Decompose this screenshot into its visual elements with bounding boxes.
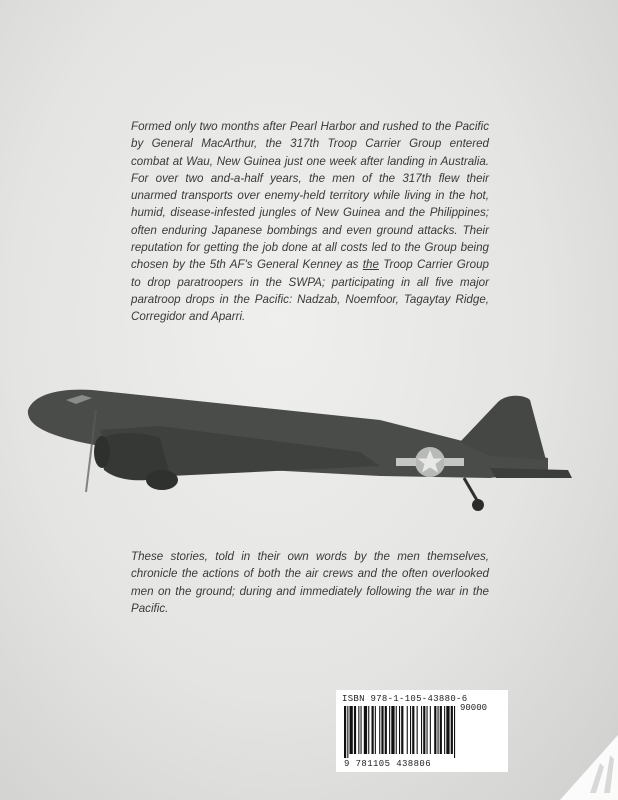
star-insignia-bar-left xyxy=(396,458,416,466)
barcode-bar xyxy=(372,706,374,754)
tail-wheel-strut xyxy=(464,478,478,502)
horizontal-stabilizer xyxy=(490,468,572,478)
barcode-bar xyxy=(354,706,356,754)
c47-aircraft-photo xyxy=(20,380,600,520)
barcode-bar xyxy=(350,706,353,754)
barcode-bar xyxy=(410,706,411,754)
intro-continuation: Troop Carrier Group to drop paratroopers in the SWPA; participating in all five major paratroop drops in the Pacific: Nadzab, Noemfoor, Tagaytay Ridge, Corregidor and Aparri. xyxy=(131,258,489,324)
barcode-bar xyxy=(364,706,367,754)
barcode-bar xyxy=(451,706,453,754)
closing-paragraph: These stories, told in their own words by the men themselves, chronicle the actions of both the air crews and the often overlooked men on the ground; during and immediately following the war in the Pacific. xyxy=(131,550,489,615)
barcode-bar xyxy=(421,706,422,754)
barcode-bar xyxy=(444,706,445,754)
barcode-bar xyxy=(379,706,380,754)
barcode-bar xyxy=(385,706,387,754)
engine-cowling xyxy=(94,436,110,468)
barcode-bar xyxy=(438,706,439,754)
barcode-bar xyxy=(427,706,428,754)
barcode-bar xyxy=(389,706,390,754)
barcode-bar xyxy=(412,706,414,754)
intro-paragraph xyxy=(131,118,489,326)
barcode-bar xyxy=(391,706,394,754)
barcode-bar xyxy=(430,706,431,754)
barcode-bar xyxy=(375,706,376,754)
barcode-bar xyxy=(417,706,418,754)
barcode-bar xyxy=(440,706,442,754)
barcode-bar xyxy=(344,706,346,758)
barcode-bar xyxy=(434,706,436,754)
tail-wheel xyxy=(472,499,484,511)
isbn-barcode xyxy=(336,690,508,772)
barcode-bar xyxy=(454,706,455,758)
barcode-bar xyxy=(446,706,449,754)
barcode-bar xyxy=(423,706,425,754)
intro-text: Formed only two months after Pearl Harbor and rushed to the Pacific by General MacArthur, the 317th Troop Carrier Group entered combat at Wau, New Guinea just one week after landing in Australia. For over two and-a-half years, the men of the 317th flew their unarmed transports over enemy-held territory while living in the hot, humid, disease-infested jungles of New Guinea and the Philippines; often enduring Japanese bombings and even ground attacks. Their reputation for getting the job done at all costs led to the Group being chosen by the 5th AF's General Kenney as xyxy=(131,120,489,272)
barcode-bars xyxy=(342,706,502,758)
barcode-bar xyxy=(407,706,408,754)
barcode-bar xyxy=(361,706,362,754)
isbn-label: ISBN 978-1-105-43880-6 xyxy=(342,694,468,704)
barcode-bar xyxy=(401,706,403,754)
barcode-bar xyxy=(399,706,400,754)
barcode-digits: 9 781105 438806 xyxy=(344,759,432,769)
barcode-bar xyxy=(358,706,359,754)
barcode-bar xyxy=(368,706,369,754)
price-code: 90000 xyxy=(460,703,488,713)
landing-gear xyxy=(146,470,178,490)
barcode-bar xyxy=(381,706,383,754)
star-insignia-bar-right xyxy=(444,458,464,466)
barcode-bar xyxy=(347,706,348,758)
intro-emphasis: the xyxy=(362,258,379,272)
publisher-logo xyxy=(560,735,618,800)
barcode-bar xyxy=(396,706,397,754)
